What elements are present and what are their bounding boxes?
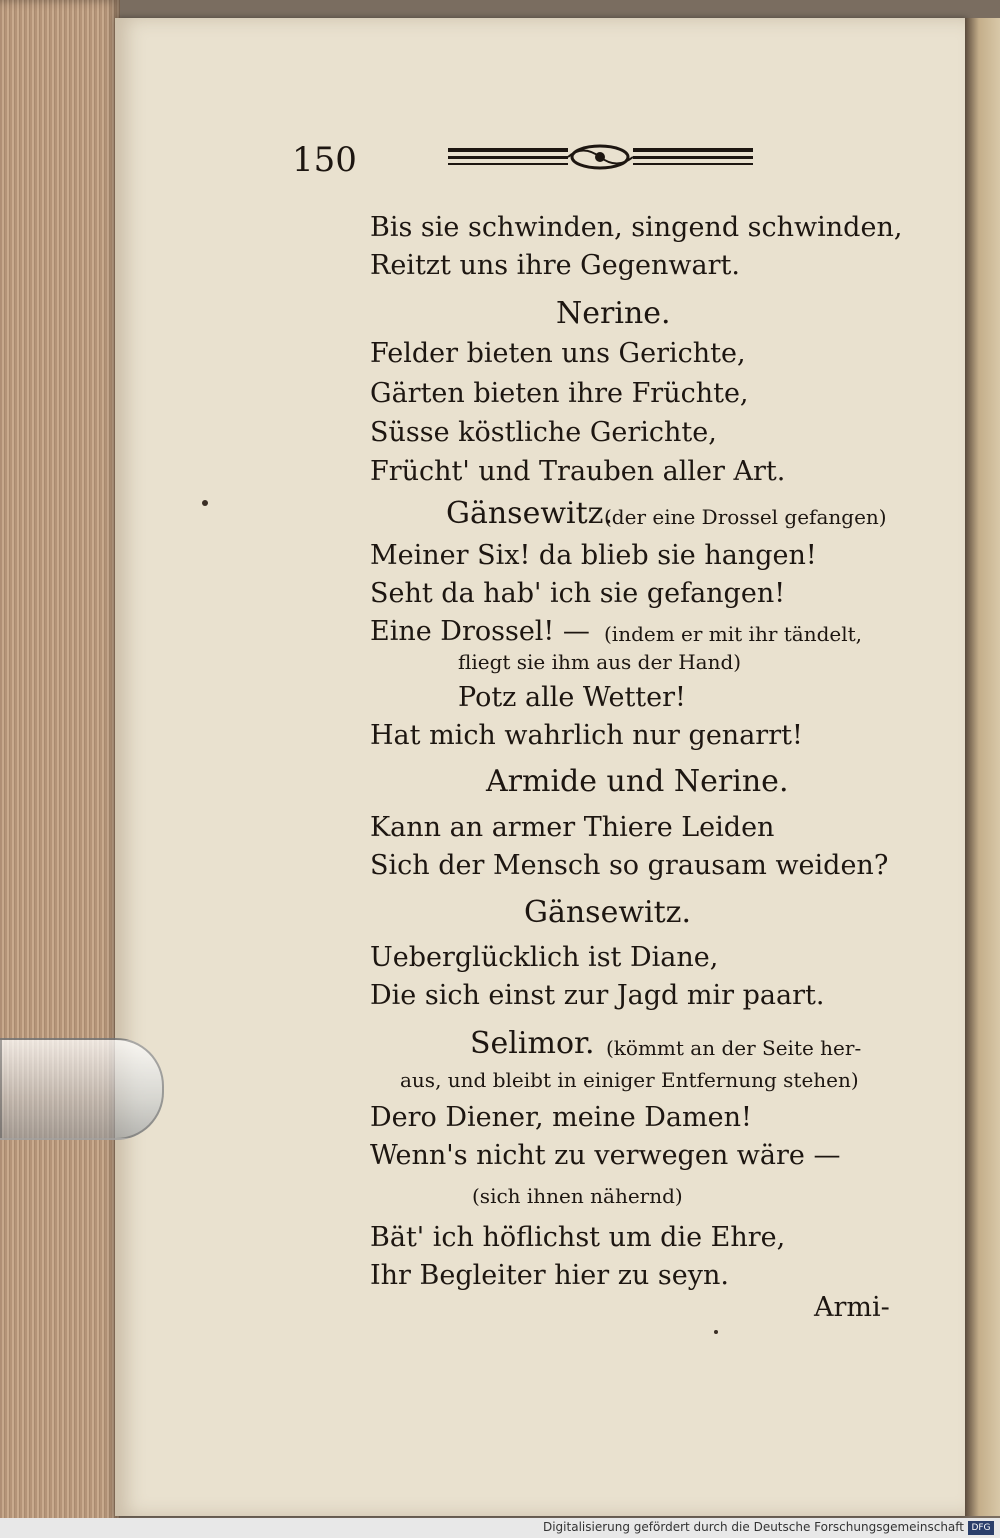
verse-line: Seht da hab' ich sie gefangen! [370,578,786,609]
verse-line: Frücht' und Trauben aller Art. [370,456,786,487]
stage-direction: (kömmt an der Seite her- [606,1036,862,1060]
verse-line: Potz alle Wetter! [458,682,686,713]
verse-line: Kann an armer Thiere Leiden [370,812,775,843]
glass-page-clip [0,1038,164,1140]
verse-line: Die sich einst zur Jagd mir paart. [370,980,825,1011]
stage-direction: (der eine Drossel gefangen) [604,505,887,529]
book-page-edges [0,0,120,1538]
stage-direction: fliegt sie ihm aus der Hand) [458,650,742,674]
verse-line: Bät' ich höflichst um die Ehre, [370,1222,786,1253]
facing-page-edge [965,18,1000,1516]
verse-line: Dero Diener, meine Damen! [370,1102,752,1133]
speaker-name: Gänsewitz. [446,496,613,531]
page-number: 150 [292,140,357,180]
verse-line: Reitzt uns ihre Gegenwart. [370,250,740,281]
page-speck [714,1330,718,1334]
page-speck [202,500,208,506]
catchword: Armi- [814,1292,890,1323]
verse-line: Meiner Six! da blieb sie hangen! [370,540,817,571]
verse-line: Ihr Begleiter hier zu seyn. [370,1260,729,1291]
verse-line: Bis sie schwinden, singend schwinden, [370,212,903,243]
speaker-name: Selimor. [470,1026,595,1061]
verse-line: Süsse köstliche Gerichte, [370,417,717,448]
digitization-credit: Digitalisierung gefördert durch die Deutsche Forschungsgemeinschaft [542,1520,964,1534]
verse-line: Sich der Mensch so grausam weiden? [370,850,889,881]
stage-direction: (sich ihnen nähernd) [472,1184,683,1208]
verse-line: Hat mich wahrlich nur genarrt! [370,720,803,751]
verse-line: Ueberglücklich ist Diane, [370,942,719,973]
ornament-rule [448,142,753,172]
speaker-name: Armide und Nerine. [486,764,789,799]
stage-direction: aus, und bleibt in einiger Entfernung stehen) [400,1068,859,1092]
speaker-name: Gänsewitz. [524,895,691,930]
stage-direction: (indem er mit ihr tändelt, [604,622,863,646]
dfg-logo: DFG [968,1521,994,1535]
verse-line: Gärten bieten ihre Früchte, [370,378,749,409]
verse-line: Eine Drossel! — [370,616,590,647]
verse-line: Felder bieten uns Gerichte, [370,338,746,369]
speaker-name: Nerine. [556,296,671,331]
verse-line: Wenn's nicht zu verwegen wäre — [370,1140,841,1171]
